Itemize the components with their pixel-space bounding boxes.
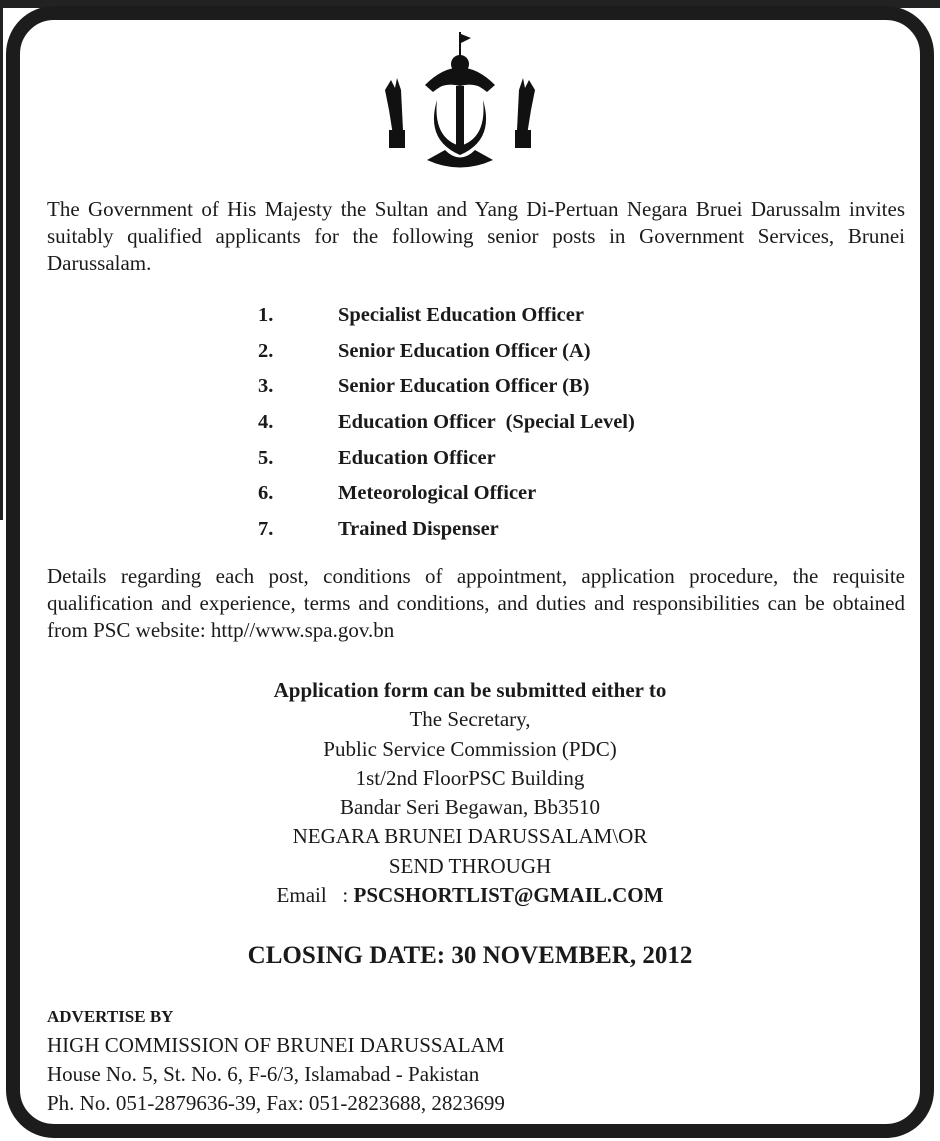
post-title: Education Officer (Special Level) [338,411,635,434]
post-number: 3. [258,375,274,398]
address-line: NEGARA BRUNEI DARUSSALAM\OR [292,824,648,849]
list-item [258,512,635,548]
list-item [258,440,635,476]
address-line: Bandar Seri Begawan, Bb3510 [339,795,601,820]
brunei-emblem-icon [375,30,545,170]
posts-list [258,298,635,547]
post-title: Meteorological Officer [338,482,537,505]
address-line: 1st/2nd FloorPSC Building [355,765,585,790]
post-number: 2. [258,339,274,362]
address-line: The Secretary, [409,707,531,732]
post-title: Education Officer [338,446,496,469]
post-number: 7. [258,517,274,540]
advertiser-line: HIGH COMMISSION OF BRUNEI DARUSSALAM [47,1033,505,1057]
list-item [258,334,635,370]
advertiser-line: Ph. No. 051-2879636-39, Fax: 051-2823688, 2823699 [47,1091,505,1115]
email-label: Email : [276,883,354,908]
post-number: 4. [258,411,274,434]
application-address [0,676,940,910]
list-item [258,298,635,334]
list-item [258,476,635,512]
left-edge [0,0,3,520]
advertiser-line: House No. 5, St. No. 6, F-6/3, Islamabad - Pakistan [47,1062,480,1086]
email-row [0,881,940,910]
advertiser-heading: ADVERTISE BY [47,1007,174,1026]
email-address: PSCSHORTLIST@GMAIL.COM [353,883,664,908]
post-title: Trained Dispenser [338,517,499,540]
post-number: 6. [258,482,274,505]
intro-paragraph: The Government of His Majesty the Sultan and Yang Di-Pertuan Negara Bruei Darussalm invites suitably qualified applicants for the following senior posts in Government Services, Brunei Darussalam. [47,197,905,275]
address-line: SEND THROUGH [388,853,552,878]
post-number: 5. [258,446,274,469]
list-item [258,369,635,405]
details-paragraph: Details regarding each post, conditions of appointment, application procedure, the requisite qualification and experience, terms and conditions, and duties and responsibilities can be obtained from PSC website: http//www.spa.gov.bn [47,564,905,642]
list-item [258,405,635,441]
post-number: 1. [258,304,274,327]
post-title: Senior Education Officer (A) [338,339,591,362]
post-title: Senior Education Officer (B) [338,375,590,398]
closing-date: CLOSING DATE: 30 NOVEMBER, 2012 [247,942,693,969]
address-line: Public Service Commission (PDC) [323,736,617,761]
advertiser-block [47,1002,505,1118]
application-heading: Application form can be submitted either to [273,678,667,702]
post-title: Specialist Education Officer [338,304,584,327]
